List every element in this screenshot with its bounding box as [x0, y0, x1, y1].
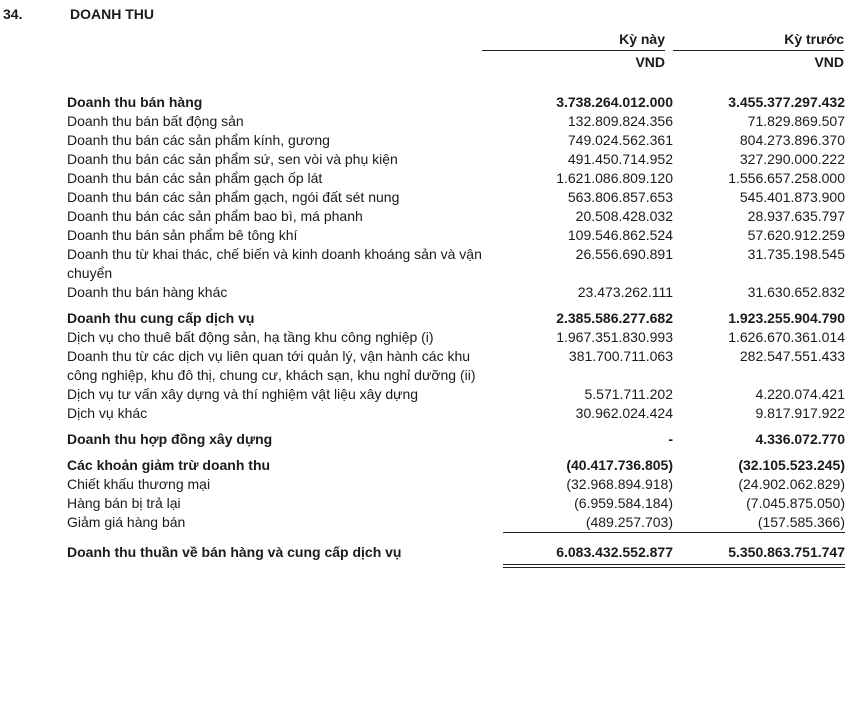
row-label: Doanh thu bán bất động sản [67, 113, 244, 129]
table-row [67, 245, 845, 283]
row-label: Doanh thu bán các sản phẩm gạch, ngói đất sét nung [67, 189, 400, 205]
row-label: Các khoản giảm trừ doanh thu [67, 457, 271, 473]
row-value-previous: 71.829.869.507 [747, 113, 845, 129]
row-value-current: 1.621.086.809.120 [556, 170, 673, 186]
row-value-previous: (32.105.523.245) [738, 457, 845, 473]
row-label: Doanh thu từ khai thác, chế biến và kinh doanh khoáng sản và vận chuyển [67, 246, 482, 281]
table-row [67, 226, 845, 245]
row-value-previous: 31.630.652.832 [747, 284, 845, 300]
row-value-current: 23.473.262.111 [577, 284, 673, 300]
column-unit-previous: VND [673, 50, 844, 73]
row-label: Giảm giá hàng bán [67, 514, 186, 530]
row-value-previous: (157.585.366) [757, 514, 845, 530]
row-value-current: (40.417.736.805) [566, 457, 673, 473]
row-value-previous: 4.220.074.421 [755, 386, 845, 402]
section-heading [3, 6, 154, 22]
row-label: Chiết khấu thương mại [67, 476, 211, 492]
row-label: Doanh thu bán các sản phẩm sứ, sen vòi và phụ kiện [67, 151, 398, 167]
row-value-previous: 5.350.863.751.747 [679, 533, 845, 567]
table-row [67, 385, 845, 404]
row-value-previous: (24.902.062.829) [738, 476, 845, 492]
row-label: Doanh thu bán hàng [67, 94, 203, 110]
row-value-current: 30.962.024.424 [575, 405, 673, 421]
row-value-current: 2.385.586.277.682 [556, 310, 673, 326]
section-title: DOANH THU [70, 6, 154, 22]
row-label: Dịch vụ khác [67, 405, 148, 421]
row-value-previous: 4.336.072.770 [755, 431, 845, 447]
column-label-previous: Kỳ trước [784, 31, 844, 47]
row-value-current: 26.556.690.891 [575, 246, 673, 262]
row-value-current: 381.700.711.063 [568, 348, 673, 364]
row-label: Doanh thu hợp đồng xây dựng [67, 431, 273, 447]
row-value-current: (32.968.894.918) [566, 476, 673, 492]
revenue-table [67, 93, 845, 568]
table-row [67, 423, 845, 449]
table-row-total [67, 533, 845, 567]
row-value-previous: 9.817.917.922 [755, 405, 845, 421]
row-value-previous: 3.455.377.297.432 [728, 94, 845, 110]
row-value-current: 20.508.428.032 [575, 208, 673, 224]
table-row [67, 475, 845, 494]
row-label: Doanh thu bán sản phẩm bê tông khí [67, 227, 298, 243]
row-label: Doanh thu thuần về bán hàng và cung cấp dịch vụ [67, 543, 402, 560]
row-label: Doanh thu bán các sản phẩm bao bì, má phanh [67, 208, 363, 224]
row-value-current: (6.959.584.184) [574, 495, 673, 511]
table-row [67, 93, 845, 112]
row-value-previous: 545.401.873.900 [739, 189, 845, 205]
column-header-current [482, 28, 665, 73]
row-value-current: 563.806.857.653 [567, 189, 673, 205]
row-value-previous: 1.556.657.258.000 [728, 170, 845, 186]
row-label: Doanh thu bán hàng khác [67, 284, 228, 300]
row-value-previous: 1.626.670.361.014 [728, 329, 845, 345]
row-value-current: 1.967.351.830.993 [556, 329, 673, 345]
row-label: Dịch vụ tư vấn xây dựng và thí nghiệm vật liệu xây dựng [67, 386, 419, 402]
table-row [67, 131, 845, 150]
row-value-previous: 31.735.198.545 [747, 246, 845, 262]
row-value-current: 5.571.711.202 [584, 386, 673, 402]
row-value-current: - [668, 431, 673, 447]
table-row [67, 150, 845, 169]
row-value-current: 3.738.264.012.000 [556, 94, 673, 110]
row-value-current: 109.546.862.524 [567, 227, 673, 243]
table-row [67, 112, 845, 131]
row-value-previous: 327.290.000.222 [739, 151, 845, 167]
row-label: Doanh thu từ các dịch vụ liên quan tới quản lý, vận hành các khu công nghiệp, khu đô thị, chung cư, khách sạn, khu nghỉ dưỡng (ii) [67, 348, 476, 383]
table-row [67, 207, 845, 226]
table-row [67, 169, 845, 188]
row-label: Dịch vụ cho thuê bất động sản, hạ tầng khu công nghiệp (i) [67, 329, 434, 345]
row-value-current: (489.257.703) [585, 514, 673, 530]
row-value-previous: (7.045.875.050) [746, 495, 845, 511]
row-label: Doanh thu bán các sản phẩm gạch ốp lát [67, 170, 323, 186]
row-value-previous: 282.547.551.433 [739, 348, 845, 364]
row-label: Hàng bán bị trả lại [67, 495, 181, 511]
table-row [67, 302, 845, 328]
row-value-current: 6.083.432.552.877 [503, 533, 679, 567]
table-row [67, 513, 845, 533]
table-row [67, 347, 845, 385]
row-value-previous: 1.923.255.904.790 [728, 310, 845, 326]
section-number: 34. [3, 6, 23, 22]
row-value-previous: 57.620.912.259 [747, 227, 845, 243]
row-label: Doanh thu bán các sản phẩm kính, gương [67, 132, 330, 148]
column-unit-current: VND [482, 50, 665, 73]
table-row [67, 449, 845, 475]
table-row [67, 283, 845, 302]
row-value-previous: 804.273.896.370 [739, 132, 845, 148]
column-label-current: Kỳ này [619, 31, 665, 47]
table-row [67, 494, 845, 513]
row-value-current: 749.024.562.361 [567, 132, 673, 148]
column-header-previous [673, 28, 844, 73]
table-row [67, 404, 845, 423]
table-row [67, 188, 845, 207]
row-value-current: 132.809.824.356 [567, 113, 673, 129]
row-value-previous: 28.937.635.797 [747, 208, 845, 224]
row-label: Doanh thu cung cấp dịch vụ [67, 310, 255, 326]
row-value-current: 491.450.714.952 [567, 151, 673, 167]
table-row [67, 328, 845, 347]
